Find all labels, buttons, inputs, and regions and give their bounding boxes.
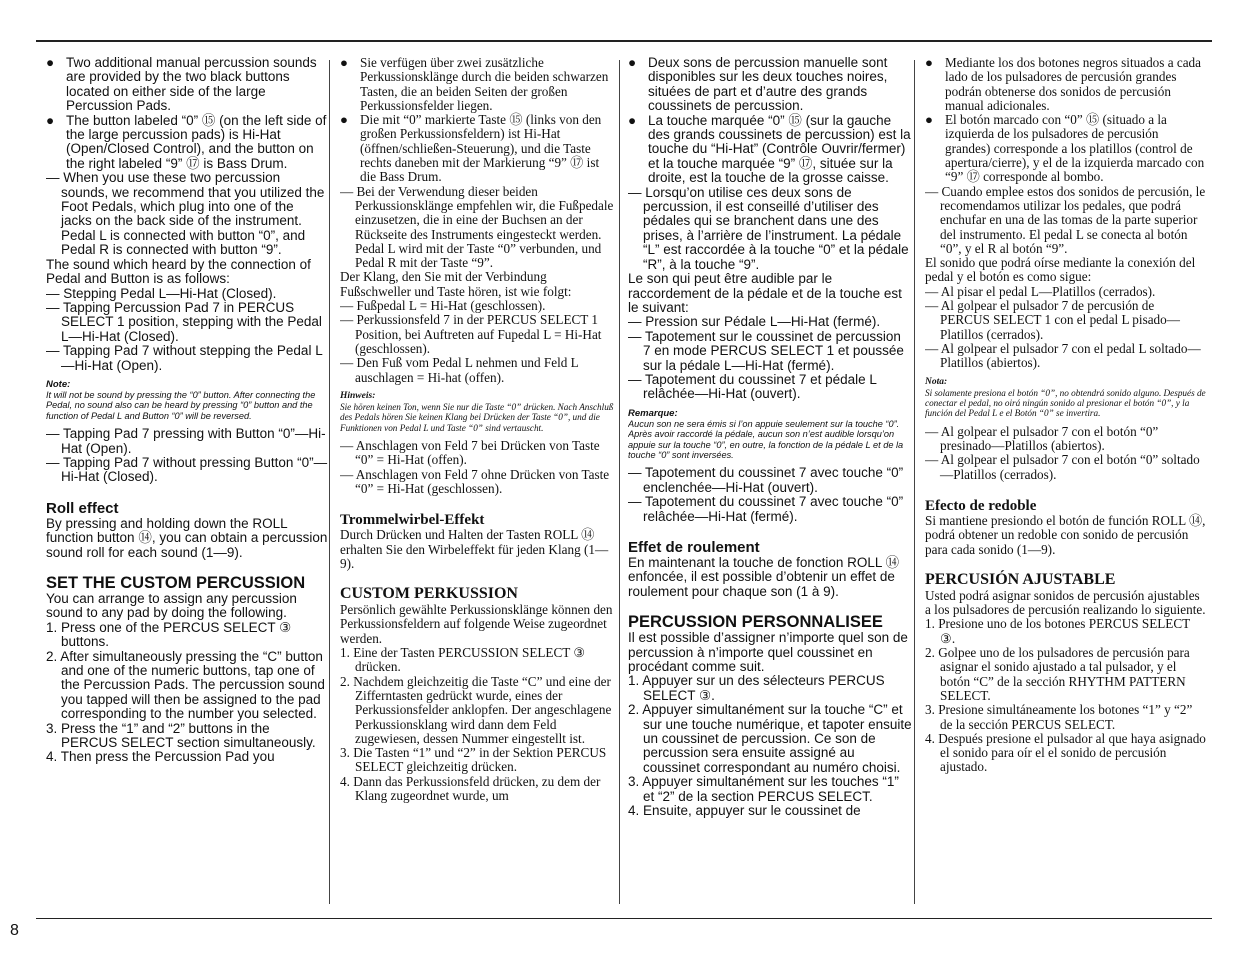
numbered-step: 4. Then press the Percussion Pad you xyxy=(46,749,275,765)
english-column xyxy=(46,56,328,901)
dash-item: — Al golpear el pulsador 7 con el botón “0” presinado—Platillos (abiertos). xyxy=(925,423,1159,454)
dash-item: — Lorsqu’on utilise ces deux sons de percussion, il est conseillé d’utiliser des pédales qui se branchent dans une des prises, à l’arrière de l’instrument. La pédale “L” est raccordée à la touche “0” et la pédale “R”, à la touche “9”. xyxy=(628,184,909,272)
paragraph: Le son qui peut être audible par le raccordement de la pédale et de la touche est le suivant: xyxy=(628,271,902,315)
dash-item: — Al golpear el pulsador 7 de percusión de PERCUS SELECT 1 con el pedal L pisado—Platillos (cerrados). xyxy=(925,298,1180,342)
numbered-step: 1. Appuyer sur un des sélecteurs PERCUS SELECT ③. xyxy=(628,673,885,703)
paragraph: The sound which heard by the connection of Pedal and Button is as follows: xyxy=(46,256,311,287)
dash-item: — Pression sur Pédale L—Hi-Hat (fermé). xyxy=(628,314,881,330)
bullet-item xyxy=(340,56,616,113)
bullet-text: The button labeled “0” ⑮ (on the left side of the large percussion pads) is Hi-Hat (Open/Closed Control), and the button on the right labeled “9” ⑰ is Bass Drum. xyxy=(66,112,327,171)
bullet-item xyxy=(628,56,912,114)
bullet-text: Sie verfügen über zwei zusätzliche Perkussionsklänge durch die beiden schwarzen Tasten, die an beiden Seiten der großen Perkussionsfelder liegen. xyxy=(360,56,609,113)
bullet-icon: ● xyxy=(925,56,933,70)
german-column xyxy=(340,56,616,901)
column-divider xyxy=(329,60,330,904)
dash-item: — Perkussionsfeld 7 in der PERCUS SELECT 1 Position, bei Auftreten auf Fupedal L = Hi-Hat (geschlossen). xyxy=(340,312,602,356)
column-divider xyxy=(619,60,620,904)
numbered-step: 2. Nachdem gleichzeitig die Taste “C” und eine der Zifferntasten gedrückt wurde, eines der Perkussionsfelder anklopfen. Der angeschlagene Perkussionsklang wird dann dem Feld zugewiesen, dessen Nummer eingestellt ist. xyxy=(340,673,612,746)
paragraph: Persönlich gewählte Perkussionsklänge können den Perkussionsfeldern auf folgende Weise zugeordnet werden. xyxy=(340,602,613,646)
section-heading: Efecto de redoble xyxy=(925,497,1037,514)
column-divider xyxy=(914,60,915,904)
bullet-text: Mediante los dos botones negros situados a cada lado de los pulsadores de percusión grandes podrán obtenerse dos sonidos de percusión manual adicionales. xyxy=(945,56,1202,113)
paragraph: Si mantiene presiondo el botón de función ROLL ⑭, podrá obtener un redoble con sonido de percusión para cada sonido (1—9). xyxy=(925,512,1206,557)
bullet-item xyxy=(925,113,1207,184)
paragraph: You can arrange to assign any percussion sound to any pad by doing the following. xyxy=(46,591,297,621)
section-heading: PERCUSSION PERSONNALISEE xyxy=(628,613,883,632)
dash-item: — Anschlagen von Feld 7 bei Drücken von Taste “0” = Hi-Hat (offen). xyxy=(340,438,600,468)
paragraph: El sonido que podrá oírse mediante la conexión del pedal y el botón es como sigue: xyxy=(925,255,1196,285)
dash-item: — Cuando emplee estos dos sonidos de percusión, le recomendamos utilizar los pedales, que podrá enchufar en una de las tomas de la parte superior del instrumento. El pedal L se conecta al botón “0”, y el R al botón “9”. xyxy=(925,183,1206,256)
note-heading: Note: xyxy=(46,378,71,390)
numbered-step: 3. Presione simultáneamente los botones “1” y “2” de la sección PERCUS SELECT. xyxy=(925,702,1193,732)
note-text: Sie hören keinen Ton, wenn Sie nur die Taste “0” drücken. Nach Anschluß des Pedals hören Sie keinen Klang bei Drücken der Taste “0”, und die Funktionen von Pedal L und Taste “0” sind vertauscht. xyxy=(340,401,614,433)
dash-item: — When you use these two percussion sounds, we recommend that you utilized the Foot Pedals, which plug into one of the jacks on the back side of the instrument. Pedal L is connected with button “0”, and Pedal R is connected with button “9”. xyxy=(46,170,325,258)
numbered-step: 3. Appuyer simultanément sur les touches “1” et “2” de la section PERCUS SELECT. xyxy=(628,774,899,804)
paragraph: Il est possible d’assigner n’importe quel son de percussion à n’importe quel coussinet en procédant comme suit. xyxy=(628,630,908,675)
dash-item: — Fußpedal L = Hi-Hat (geschlossen). xyxy=(340,298,546,314)
dash-item: — Stepping Pedal L—Hi-Hat (Closed). xyxy=(46,285,277,301)
section-heading: Roll effect xyxy=(46,499,119,517)
numbered-step: 4. Ensuite, appuyer sur le coussinet de xyxy=(628,803,861,819)
note-heading: Remarque: xyxy=(628,407,678,419)
bullet-icon: ● xyxy=(46,56,55,70)
section-heading: Trommelwirbel-Effekt xyxy=(340,512,485,529)
bullet-icon: ● xyxy=(340,56,348,70)
bullet-item xyxy=(46,114,328,172)
page-number: 8 xyxy=(10,922,19,939)
bullet-icon: ● xyxy=(340,112,348,128)
note-heading: Nota: xyxy=(925,376,948,387)
bullet-icon: ● xyxy=(628,56,637,70)
numbered-step: 2. Appuyer simultanément sur la touche “C” et sur une touche numérique, et tapoter ensuite un coussinet de percussion. Ce son de percussion sera ensuite assigné au coussinet correspondant au numéro choisi. xyxy=(628,702,912,775)
bullet-item xyxy=(925,56,1207,113)
dash-item: — Al golpear el pulsador 7 con el botón “0” soltado—Platillos (cerrados). xyxy=(925,452,1200,482)
dash-item: — Tapping Percussion Pad 7 in PERCUS SELECT 1 position, stepping with the Pedal L—Hi-Hat (Closed). xyxy=(46,299,322,344)
bullet-text: El botón marcado con “0” ⑮ (situado a la izquierda de los pulsadores de percusión grandes) corresponde a los platillos (control de apertura/cierre), y el de la izquierda marcado con “9” ⑰ corresponde al bombo. xyxy=(945,112,1205,185)
dash-item: — Tapping Pad 7 pressing with Button “0”—Hi-Hat (Open). xyxy=(46,426,326,456)
paragraph: En maintenant la touche de fonction ROLL ⑭ enfoncée, il est possible d’obtenir un effet de roulement pour chaque son (1 à 9). xyxy=(628,555,900,599)
dash-item: — Tapping Pad 7 without pressing Button “0”—Hi-Hat (Closed). xyxy=(46,454,328,485)
dash-item: — Al golpear el pulsador 7 con el pedal L soltado—Platillos (abiertos). xyxy=(925,340,1201,371)
section-heading: CUSTOM PERKUSSION xyxy=(340,585,518,603)
numbered-step: 1. Presione uno de los botones PERCUS SELECT ③. xyxy=(925,616,1190,646)
dash-item: — Bei der Verwendung dieser beiden Perkussionsklänge empfehlen wir, die Fußpedale einzusetzen, die in eine der Buchsen an der Rückseite des Instruments eingesteckt werden. Pedal L wird mit der Taste “0” verbunden, und Pedal R mit der Taste “9”. xyxy=(340,183,614,271)
numbered-step: 1. Press one of the PERCUS SELECT ③ buttons. xyxy=(46,619,292,650)
bullet-icon: ● xyxy=(628,112,637,128)
section-heading: SET THE CUSTOM PERCUSSION xyxy=(46,574,306,592)
numbered-step: 2. After simultaneously pressing the “C” button and one of the numeric buttons, tap one of the Percussion Pads. The percussion sound you tapped will then be assigned to the pad corresponding to the number you selected. xyxy=(46,648,325,722)
note-heading: Hinweis: xyxy=(340,390,376,401)
spanish-column xyxy=(925,56,1207,901)
dash-item: — Anschlagen von Feld 7 ohne Drücken von Taste “0” = Hi-Hat (geschlossen). xyxy=(340,466,610,496)
bullet-text: Two additional manual percussion sounds are provided by the two black buttons located on either side of the large Percussion Pads. xyxy=(66,56,317,114)
dash-item: — Tapotement du coussinet 7 avec touche “0” enclenchée—Hi-Hat (ouvert). xyxy=(628,465,904,495)
note-text: It will not be sound by pressing the “0” button. After connecting the Pedal, no sound also can be heard by pressing “0” button and the function of Pedal L and Button “0” will be reversed. xyxy=(46,389,316,421)
dash-item: — Tapotement du coussinet 7 avec touche “0” relâchée—Hi-Hat (fermé). xyxy=(628,494,904,524)
bullet-item xyxy=(340,113,616,184)
french-column xyxy=(628,56,912,901)
dash-item: — Al pisar el pedal L—Platillos (cerrados). xyxy=(925,283,1156,299)
paragraph: Durch Drücken und Halten der Tasten ROLL ⑭ erhalten Sie den Wirbeleffekt für jeden Klang (1—9). xyxy=(340,527,609,571)
numbered-step: 4. Después presione el pulsador al que haya asignado el sonido para oír el el sonido de percusión ajustado. xyxy=(925,730,1206,775)
paragraph: Der Klang, den Sie mit der Verbindung Fußschweller und Taste hören, ist wie folgt: xyxy=(340,269,572,299)
top-rule xyxy=(36,40,1212,42)
section-heading: Effet de roulement xyxy=(628,539,760,556)
bullet-icon: ● xyxy=(925,112,933,128)
paragraph: By pressing and holding down the ROLL function button ⑭, you can obtain a percussion sound roll for each sound (1—9). xyxy=(46,515,328,560)
dash-item: — Tapping Pad 7 without stepping the Pedal L—Hi-Hat (Open). xyxy=(46,343,323,373)
section-heading: PERCUSIÓN AJUSTABLE xyxy=(925,570,1116,588)
numbered-step: 1. Eine der Tasten PERCUSSION SELECT ③ drücken. xyxy=(340,645,586,675)
bullet-item xyxy=(46,56,328,114)
bottom-rule xyxy=(36,918,1212,919)
numbered-step: 3. Press the “1” and “2” buttons in the PERCUS SELECT section simultaneously. xyxy=(46,720,316,751)
bullet-text: Deux sons de percussion manuelle sont disponibles sur les deux touches noires, situées de part et d’autre des grands coussinets de percussion. xyxy=(648,56,888,114)
bullet-item xyxy=(628,114,912,186)
note-text: Si solamente presiona el botón “0”, no obtendrá sonido alguno. Después de conectar el pedal, no oirá ningún sonido al presionar el botón “0”, y la función del Pedal L e el Botón “0” se invertira. xyxy=(925,387,1206,419)
dash-item: — Tapotement du coussinet 7 et pédale L relâchée—Hi-Hat (ouvert). xyxy=(628,371,877,402)
numbered-step: 2. Golpee uno de los pulsadores de percusión para asignar el sonido ajustado a tal pulsador, y el botón “C” de la sección RHYTHM PATTERN SELECT. xyxy=(925,645,1190,703)
numbered-step: 4. Dann das Perkussionsfeld drücken, zu dem der Klang zugeordnet wurde, um xyxy=(340,773,601,803)
bullet-text: La touche marquée “0” ⑮ (sur la gauche des grands coussinets de percussion) est la touche du “Hi-Hat” (Contrôle Ouvrir/fermer) et la touche marquée “9” ⑰, située sur la droite, est la touche de la grosse caisse. xyxy=(648,112,911,186)
paragraph: Usted podrá asignar sonidos de percusión ajustables a los pulsadores de percusión realizando lo siguiente. xyxy=(925,587,1206,618)
dash-item: — Tapotement sur le coussinet de percussion 7 en mode PERCUS SELECT 1 et poussée sur la pédale L—Hi-Hat (fermé). xyxy=(628,328,904,373)
dash-item: — Den Fuß vom Pedal L nehmen und Feld L auschlagen = Hi-hat (offen). xyxy=(340,355,579,385)
note-text: Aucun son ne sera émis si l’on appuie seulement sur la touche “0”. Après avoir raccordé la pédale, aucun son n’est audible lorsqu’on appuie sur la touche “0”, en outre, la fonction de la pédale L et de la touche “0” sont inversées. xyxy=(628,418,904,460)
bullet-icon: ● xyxy=(46,112,55,128)
numbered-step: 3. Die Tasten “1” und “2” in der Sektion PERCUS SELECT gleichzeitig drücken. xyxy=(340,745,607,775)
bullet-text: Die mit “0” markierte Taste ⑮ (links von den großen Perkussionsfeldern) ist Hi-Hat (öffnen/schließen-Steuerung), und die Taste rechts daneben mit der Markierung “9” ⑰ ist die Bass Drum. xyxy=(360,112,602,185)
